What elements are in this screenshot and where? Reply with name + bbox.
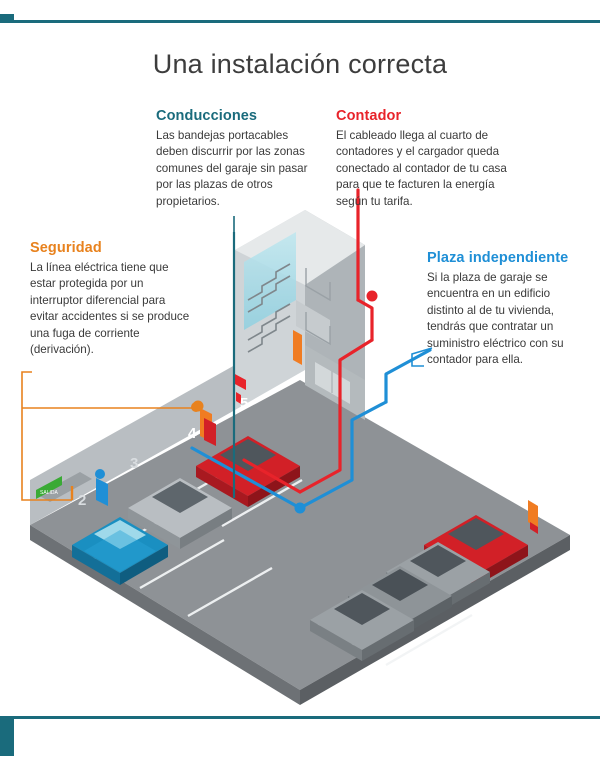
annotation-contador	[336, 108, 511, 210]
marker-5: 5	[240, 395, 249, 412]
annotation-plaza-body: Si la plaza de garaje se encuentra en un edificio distinto al de tu vivienda, tendrás que contratar un suministro eléctrico con su contador para ella.	[427, 271, 564, 367]
marker-3: 3	[130, 455, 139, 472]
annotation-seguridad-body: La línea eléctrica tiene que estar protegida por un interruptor diferencial para evitar accidentes si se produce una fuga de corriente (derivación).	[30, 261, 190, 357]
annotation-seguridad	[30, 240, 190, 359]
annotation-conducciones-heading: Conducciones	[156, 108, 258, 124]
page-title: Una instalación correcta	[152, 49, 448, 79]
annotation-contador-heading: Contador	[336, 108, 402, 124]
annotation-plaza-independiente	[427, 250, 577, 369]
annotation-conducciones-body: Las bandejas portacables deben discurrir por las zonas comunes del garaje sin pasar por las plazas de otros propietarios.	[156, 129, 308, 208]
exit-sign-label: SALIDA	[40, 490, 58, 496]
conduit-blue-node	[295, 503, 306, 514]
annotation-seguridad-heading: Seguridad	[30, 240, 102, 256]
conduit-red-node	[367, 291, 378, 302]
marker-4: 4	[188, 425, 197, 442]
annotation-plaza-heading: Plaza independiente	[427, 250, 569, 266]
annotation-conducciones	[156, 108, 308, 210]
annotation-contador-body: El cableado llega al cuarto de contadores y el cargador queda conectado al contador de tu casa para que te facturen la energía según tu tarifa.	[336, 129, 507, 208]
marker-2: 2	[78, 492, 87, 509]
orange-panel	[293, 330, 302, 365]
